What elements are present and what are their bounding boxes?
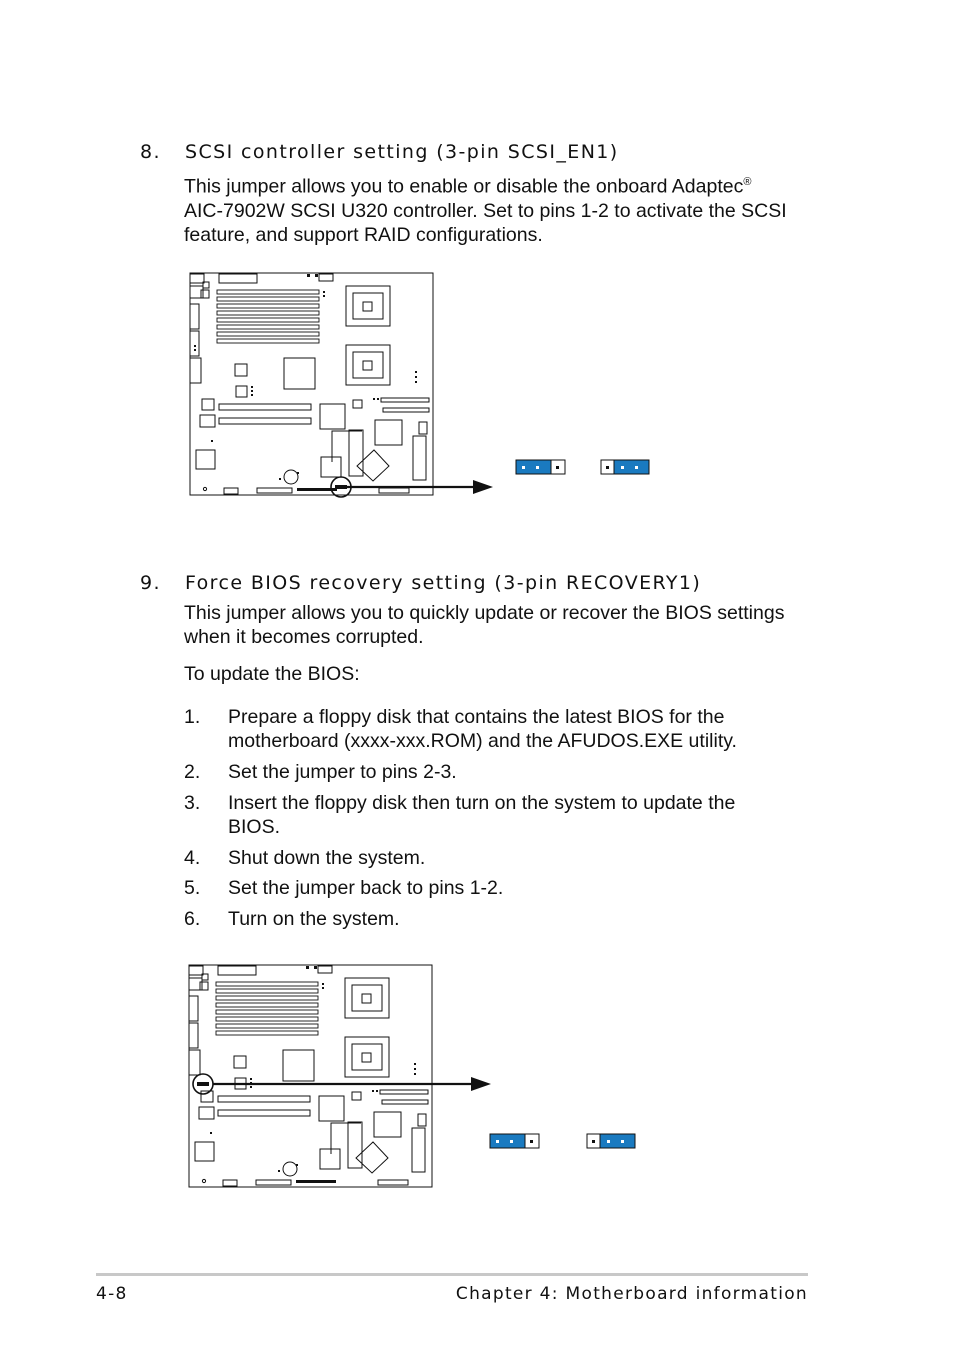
step-number: 2.	[184, 761, 201, 783]
section-title: Force BIOS recovery setting (3-pin RECOVERY1)	[185, 572, 702, 594]
section-8-paragraph	[184, 170, 824, 247]
step-item	[184, 705, 804, 755]
step-number: 6.	[184, 908, 201, 930]
footer-rule	[96, 1273, 808, 1276]
registered-mark: ®	[743, 176, 752, 188]
section-number: 9.	[140, 572, 161, 594]
para-line: when it becomes corrupted.	[184, 626, 424, 648]
step-item	[184, 846, 804, 872]
section-number: 8.	[140, 141, 161, 163]
step-item	[184, 907, 804, 933]
step-item	[184, 876, 804, 902]
para-line: feature, and support RAID configurations.	[184, 223, 543, 246]
para-line: This jumper allows you to enable or disable the onboard Adaptec	[184, 175, 744, 198]
chapter-title: Chapter 4: Motherboard information	[455, 1284, 808, 1304]
para-line: This jumper allows you to quickly update or recover the BIOS settings	[184, 602, 785, 624]
step-item	[184, 791, 804, 841]
step-item	[184, 760, 804, 786]
section-9-paragraph	[184, 601, 824, 649]
step-text: Shut down the system.	[228, 847, 426, 869]
step-number: 3.	[184, 792, 201, 814]
step-number: 1.	[184, 706, 201, 728]
page-number: 4-8	[96, 1284, 128, 1304]
step-text: BIOS.	[228, 816, 281, 838]
motherboard-layout-diagram	[187, 272, 437, 500]
jumper-pins-2-3-diagram	[586, 1132, 646, 1152]
jumper-pins-1-2-diagram	[489, 1132, 549, 1152]
step-text: Set the jumper to pins 2-3.	[228, 761, 457, 783]
step-number: 5.	[184, 877, 201, 899]
step-text: Set the jumper back to pins 1-2.	[228, 877, 504, 899]
motherboard-layout-diagram	[186, 964, 436, 1192]
step-text: Insert the floppy disk then turn on the system to update the	[228, 792, 736, 814]
step-text: Prepare a floppy disk that contains the latest BIOS for the	[228, 706, 725, 728]
section-title: SCSI controller setting (3-pin SCSI_EN1)	[185, 141, 619, 163]
step-number: 4.	[184, 847, 201, 869]
jumper-pins-2-3-diagram	[600, 458, 660, 478]
para-line: AIC-7902W SCSI U320 controller. Set to pins 1-2 to activate the SCSI	[184, 199, 787, 222]
step-text: motherboard (xxxx-xxx.ROM) and the AFUDOS.EXE utility.	[228, 730, 737, 752]
to-update-label: To update the BIOS:	[184, 663, 360, 685]
step-text: Turn on the system.	[228, 908, 400, 930]
